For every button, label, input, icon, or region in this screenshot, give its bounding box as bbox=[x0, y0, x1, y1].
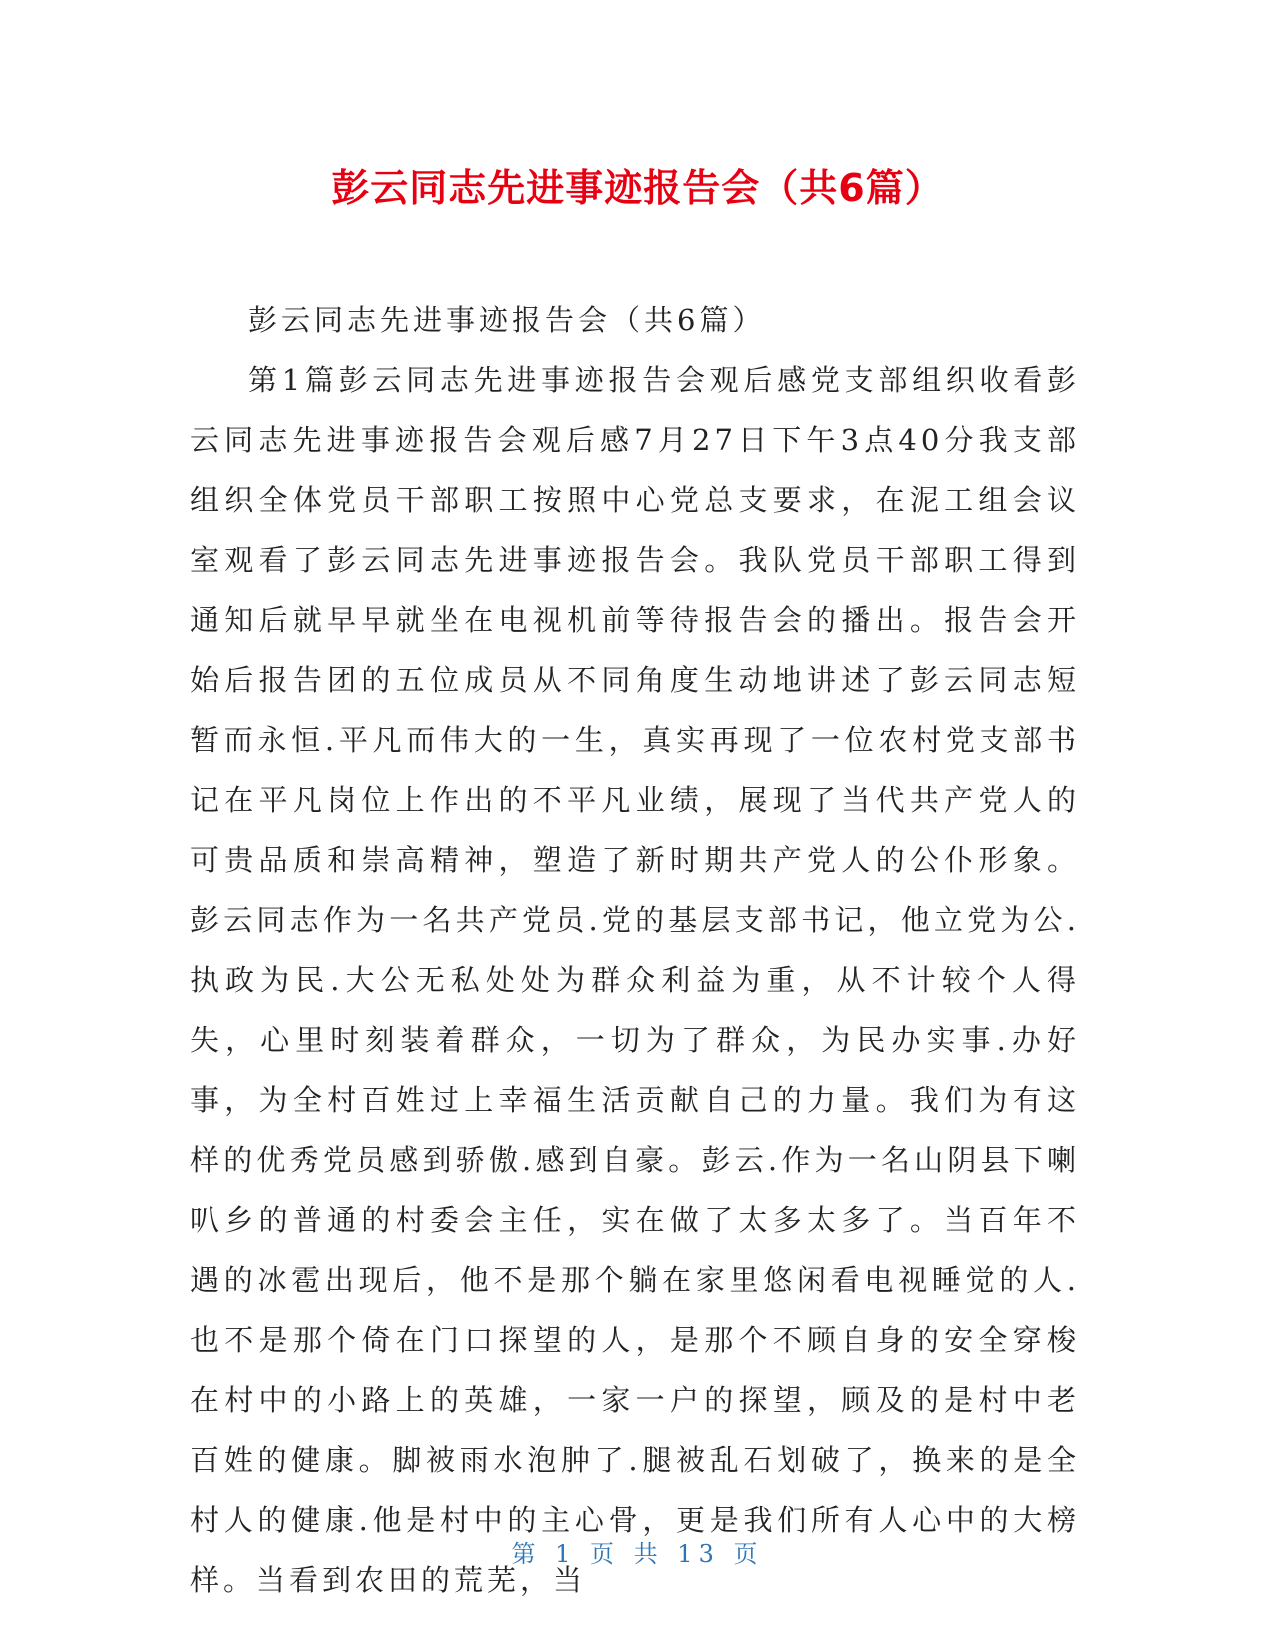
page-number-footer: 第 1 页 共 13 页 bbox=[511, 1540, 764, 1568]
document-body bbox=[190, 290, 1080, 1610]
body-paragraph-heading: 彭云同志先进事迹报告会（共6篇） bbox=[248, 303, 766, 337]
body-paragraph: 第1篇彭云同志先进事迹报告会观后感党支部组织收看彭云同志先进事迹报告会观后感7月27日下午3点40分我支部组织全体党员干部职工按照中心党总支要求，在泥工组会议室观看了彭云同志先进事迹报告会。我队党员干部职工得到通知后就早早就坐在电视机前等待报告会的播出。报告会开始后报告团的五位成员从不同角度生动地讲述了彭云同志短暂而永恒.平凡而伟大的一生，真实再现了一位农村党支部书记在平凡岗位上作出的不平凡业绩，展现了当代共产党人的可贵品质和崇高精神，塑造了新时期共产党人的公仆形象。彭云同志作为一名共产党员.党的基层支部书记，他立党为公.执政为民.大公无私处处为群众利益为重，从不计较个人得失，心里时刻装着群众，一切为了群众，为民办实事.办好事，为全村百姓过上幸福生活贡献自己的力量。我们为有这样的优秀党员感到骄傲.感到自豪。彭云.作为一名山阴县下喇叭乡的普通的村委会主任，实在做了太多太多了。当百年不遇的冰雹出现后，他不是那个躺在家里悠闲看电视睡觉的人.也不是那个倚在门口探望的人，是那个不顾自身的安全穿梭在村中的小路上的英雄，一家一户的探望，顾及的是村中老百姓的健康。脚被雨水泡肿了.腿被乱石划破了，换来的是全村人的健康.他是村中的主心骨，更是我们所有人心中的大榜样。当看到农田的荒芜，当 bbox=[190, 363, 1080, 1597]
document-title: 彭云同志先进事迹报告会（共6篇） bbox=[331, 166, 944, 210]
